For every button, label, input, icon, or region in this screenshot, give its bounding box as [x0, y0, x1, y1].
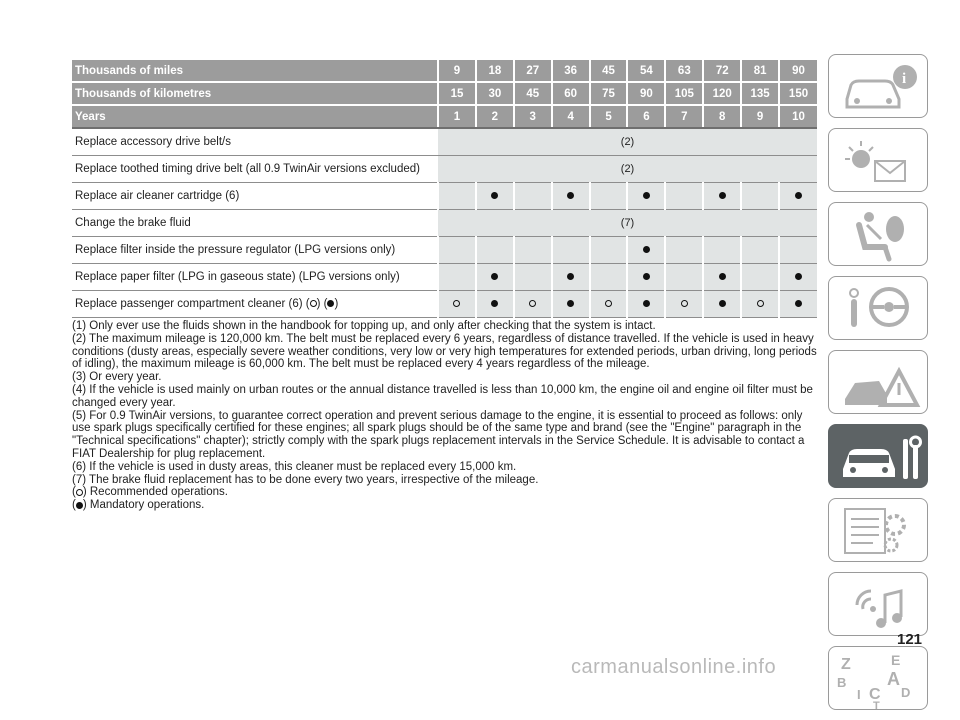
header-row — [72, 60, 817, 82]
interval-note: (2) — [438, 128, 817, 156]
schedule-cell — [552, 264, 590, 291]
schedule-cell — [514, 237, 552, 264]
header-value: 90 — [627, 82, 665, 105]
watermark: carmanualsonline.info — [571, 656, 777, 678]
footnote: (1) Only ever use the fluids shown in the handbook for topping up, and only after checking that the system is intact. — [72, 320, 656, 332]
header-value: 6 — [627, 105, 665, 128]
mandatory-mark-icon — [643, 246, 650, 253]
footnote: (7) The brake fluid replacement has to be done every two years, irrespective of the mileage. — [72, 473, 539, 486]
svg-text:i: i — [902, 71, 907, 87]
header-value: 90 — [779, 60, 817, 82]
page-number: 121 — [897, 631, 923, 648]
footnote: (2) The maximum mileage is 120,000 km. The belt must be replaced every 6 years, regardless of distance travelled. If the vehicle is used in heavy conditions (dusty areas, especially severe weather conditions, very low or very high temperatures for extended periods, urban driving, long periods of idling), the maximum mileage is 60,000 km. The belt must be replaced every 4 years regardless of the mileage. — [72, 332, 817, 371]
recommended-mark-icon — [529, 300, 536, 307]
table-row — [72, 237, 817, 264]
table-row — [72, 291, 817, 318]
mandatory-mark-icon — [567, 300, 574, 307]
schedule-cell — [514, 291, 552, 318]
tab-technical-data[interactable] — [828, 498, 928, 562]
mandatory-mark-icon — [795, 273, 802, 280]
steering-key-icon — [829, 277, 929, 341]
operation-text: Replace paper filter (LPG in gaseous state) (LPG versions only) — [75, 271, 400, 283]
mandatory-mark-icon — [643, 273, 650, 280]
maintenance-schedule-table — [72, 60, 817, 318]
footnotes — [72, 320, 822, 512]
header-value: 7 — [665, 105, 703, 128]
schedule-cell — [665, 291, 703, 318]
schedule-cell — [779, 237, 817, 264]
schedule-cell — [665, 237, 703, 264]
operation-text: Replace toothed timing drive belt (all 0.9 TwinAir versions excluded) — [75, 163, 420, 175]
tab-warning-lights[interactable] — [828, 128, 928, 192]
index-letter: B — [837, 675, 847, 690]
recommended-mark-icon — [310, 300, 317, 307]
alphabetical-index-icon — [829, 647, 929, 711]
tab-multimedia[interactable] — [828, 572, 928, 636]
mandatory-mark-icon — [491, 192, 498, 199]
footnote: (4) If the vehicle is used mainly on urban routes or the annual distance travelled is less than 10,000 km, the engine oil and engine oil filter must be changed every year. — [72, 383, 813, 409]
recommended-mark-icon — [605, 300, 612, 307]
table-header — [72, 60, 817, 128]
header-label: Years — [72, 105, 438, 128]
schedule-cell — [627, 264, 665, 291]
header-value: 15 — [438, 82, 476, 105]
schedule-cell — [779, 291, 817, 318]
schedule-cell — [476, 183, 514, 210]
operation-label — [72, 128, 438, 156]
header-row — [72, 105, 817, 128]
index-letter: T — [873, 700, 880, 711]
mandatory-mark-icon — [643, 192, 650, 199]
operation-label — [72, 156, 438, 183]
header-value: 45 — [590, 60, 628, 82]
table-row — [72, 210, 817, 237]
header-value: 18 — [476, 60, 514, 82]
mandatory-mark-icon — [76, 502, 83, 509]
operation-text: Replace accessory drive belt/s — [75, 136, 231, 148]
schedule-cell — [552, 291, 590, 318]
header-value: 60 — [552, 82, 590, 105]
header-value: 105 — [665, 82, 703, 105]
header-value: 135 — [741, 82, 779, 105]
schedule-cell — [438, 237, 476, 264]
header-value: 2 — [476, 105, 514, 128]
chapter-sidebar — [828, 54, 930, 720]
schedule-cell — [779, 183, 817, 210]
schedule-cell — [476, 264, 514, 291]
airbag-seat-icon — [829, 203, 929, 267]
operation-text: Replace passenger compartment cleaner (6) ( — [75, 298, 310, 310]
header-value: 36 — [552, 60, 590, 82]
operation-text-suffix: ) — [316, 298, 321, 310]
schedule-cell — [590, 237, 628, 264]
header-value: 81 — [741, 60, 779, 82]
schedule-cell — [665, 183, 703, 210]
tab-car-info[interactable] — [828, 54, 928, 118]
mandatory-mark-icon — [491, 273, 498, 280]
schedule-cell — [590, 264, 628, 291]
header-value: 45 — [514, 82, 552, 105]
recommended-mark-icon — [681, 300, 688, 307]
table-row — [72, 183, 817, 210]
header-value: 10 — [779, 105, 817, 128]
mandatory-mark-icon — [491, 300, 498, 307]
recommended-mark-icon — [76, 489, 83, 496]
schedule-cell — [514, 264, 552, 291]
schedule-cell — [741, 183, 779, 210]
car-info-icon — [829, 55, 929, 119]
schedule-cell — [627, 237, 665, 264]
header-value: 120 — [703, 82, 741, 105]
breakdown-warning-icon — [829, 351, 929, 415]
header-value: 75 — [590, 82, 628, 105]
footnote: (3) Or every year. — [72, 371, 162, 384]
multimedia-icon — [829, 573, 929, 637]
schedule-cell — [703, 237, 741, 264]
table-row — [72, 156, 817, 183]
schedule-cell — [438, 264, 476, 291]
schedule-cell — [627, 183, 665, 210]
index-letter: E — [891, 652, 901, 668]
header-value: 63 — [665, 60, 703, 82]
schedule-cell — [552, 183, 590, 210]
recommended-mark-icon — [453, 300, 460, 307]
schedule-cell — [514, 183, 552, 210]
schedule-cell — [703, 291, 741, 318]
schedule-cell — [665, 264, 703, 291]
header-value: 1 — [438, 105, 476, 128]
interval-note: (2) — [438, 156, 817, 183]
schedule-cell — [741, 237, 779, 264]
schedule-cell — [703, 264, 741, 291]
interval-note: (7) — [438, 210, 817, 237]
header-label: Thousands of kilometres — [72, 82, 438, 105]
schedule-cell — [590, 291, 628, 318]
header-value: 9 — [741, 105, 779, 128]
operation-label — [72, 264, 438, 291]
warning-lights-icon — [829, 129, 929, 193]
mandatory-mark-icon — [567, 273, 574, 280]
table-body — [72, 128, 817, 318]
schedule-cell — [779, 264, 817, 291]
index-letter: A — [887, 669, 900, 689]
index-letter: C — [869, 686, 881, 703]
mandatory-mark-icon — [795, 300, 802, 307]
schedule-cell — [476, 237, 514, 264]
operation-text: Replace air cleaner cartridge (6) — [75, 190, 240, 202]
schedule-cell — [438, 291, 476, 318]
operation-label — [72, 183, 438, 210]
mandatory-mark-icon — [795, 192, 802, 199]
index-letter: I — [857, 687, 861, 702]
recommended-mark-icon — [757, 300, 764, 307]
header-value: 5 — [590, 105, 628, 128]
operation-text: Replace filter inside the pressure regulator (LPG versions only) — [75, 244, 396, 256]
operation-text-suffix: ) — [334, 298, 339, 310]
header-value: 9 — [438, 60, 476, 82]
header-value: 150 — [779, 82, 817, 105]
tab-servicing-care[interactable] — [828, 424, 928, 488]
header-row — [72, 82, 817, 105]
operation-label — [72, 210, 438, 237]
schedule-cell — [741, 291, 779, 318]
schedule-cell — [590, 183, 628, 210]
mandatory-mark-icon — [719, 300, 726, 307]
header-value: 72 — [703, 60, 741, 82]
schedule-cell — [476, 291, 514, 318]
header-value: 8 — [703, 105, 741, 128]
operation-text: Change the brake fluid — [75, 217, 191, 229]
tab-index[interactable] — [828, 646, 928, 710]
tab-safety[interactable] — [828, 202, 928, 266]
index-letter: Z — [841, 656, 851, 673]
car-service-tools-icon — [829, 425, 929, 489]
tab-emergency[interactable] — [828, 350, 928, 414]
schedule-cell — [741, 264, 779, 291]
mandatory-mark-icon — [719, 192, 726, 199]
legend-recommended: ( ) Recommended operations. — [72, 486, 228, 499]
footnote: (6) If the vehicle is used in dusty areas, this cleaner must be replaced every 15,000 km. — [72, 460, 517, 473]
header-value: 54 — [627, 60, 665, 82]
technical-data-icon — [829, 499, 929, 563]
legend-text: Mandatory operations. — [89, 499, 205, 512]
table-row — [72, 264, 817, 291]
operation-label — [72, 237, 438, 264]
index-letter: D — [901, 685, 911, 700]
header-value: 27 — [514, 60, 552, 82]
schedule-cell — [703, 183, 741, 210]
header-value: 3 — [514, 105, 552, 128]
legend-mandatory: ( ) Mandatory operations. — [72, 499, 205, 512]
operation-label: Replace passenger compartment cleaner (6) ( ) ( ) — [72, 291, 438, 318]
footnote: (5) For 0.9 TwinAir versions, to guarantee correct operation and prevent serious damage to the engine, it is essential to proceed as follows: only use spark plugs specifically certified for these engines; all spark plugs should be of the same type and brand (see the "Engine" paragraph in the "Technical specifications" chapter); strictly comply with the spark plugs replacement intervals in the Service Schedule. It is advisable to contact a FIAT Dealership for plug replacement. — [72, 409, 805, 460]
mandatory-mark-icon — [567, 192, 574, 199]
mandatory-mark-icon — [643, 300, 650, 307]
header-value: 30 — [476, 82, 514, 105]
schedule-cell — [552, 237, 590, 264]
mandatory-mark-icon — [719, 273, 726, 280]
header-label: Thousands of miles — [72, 60, 438, 82]
header-value: 4 — [552, 105, 590, 128]
legend-text: Recommended operations. — [89, 486, 228, 499]
schedule-cell — [438, 183, 476, 210]
tab-starting-driving[interactable] — [828, 276, 928, 340]
schedule-cell — [627, 291, 665, 318]
table-row — [72, 128, 817, 156]
